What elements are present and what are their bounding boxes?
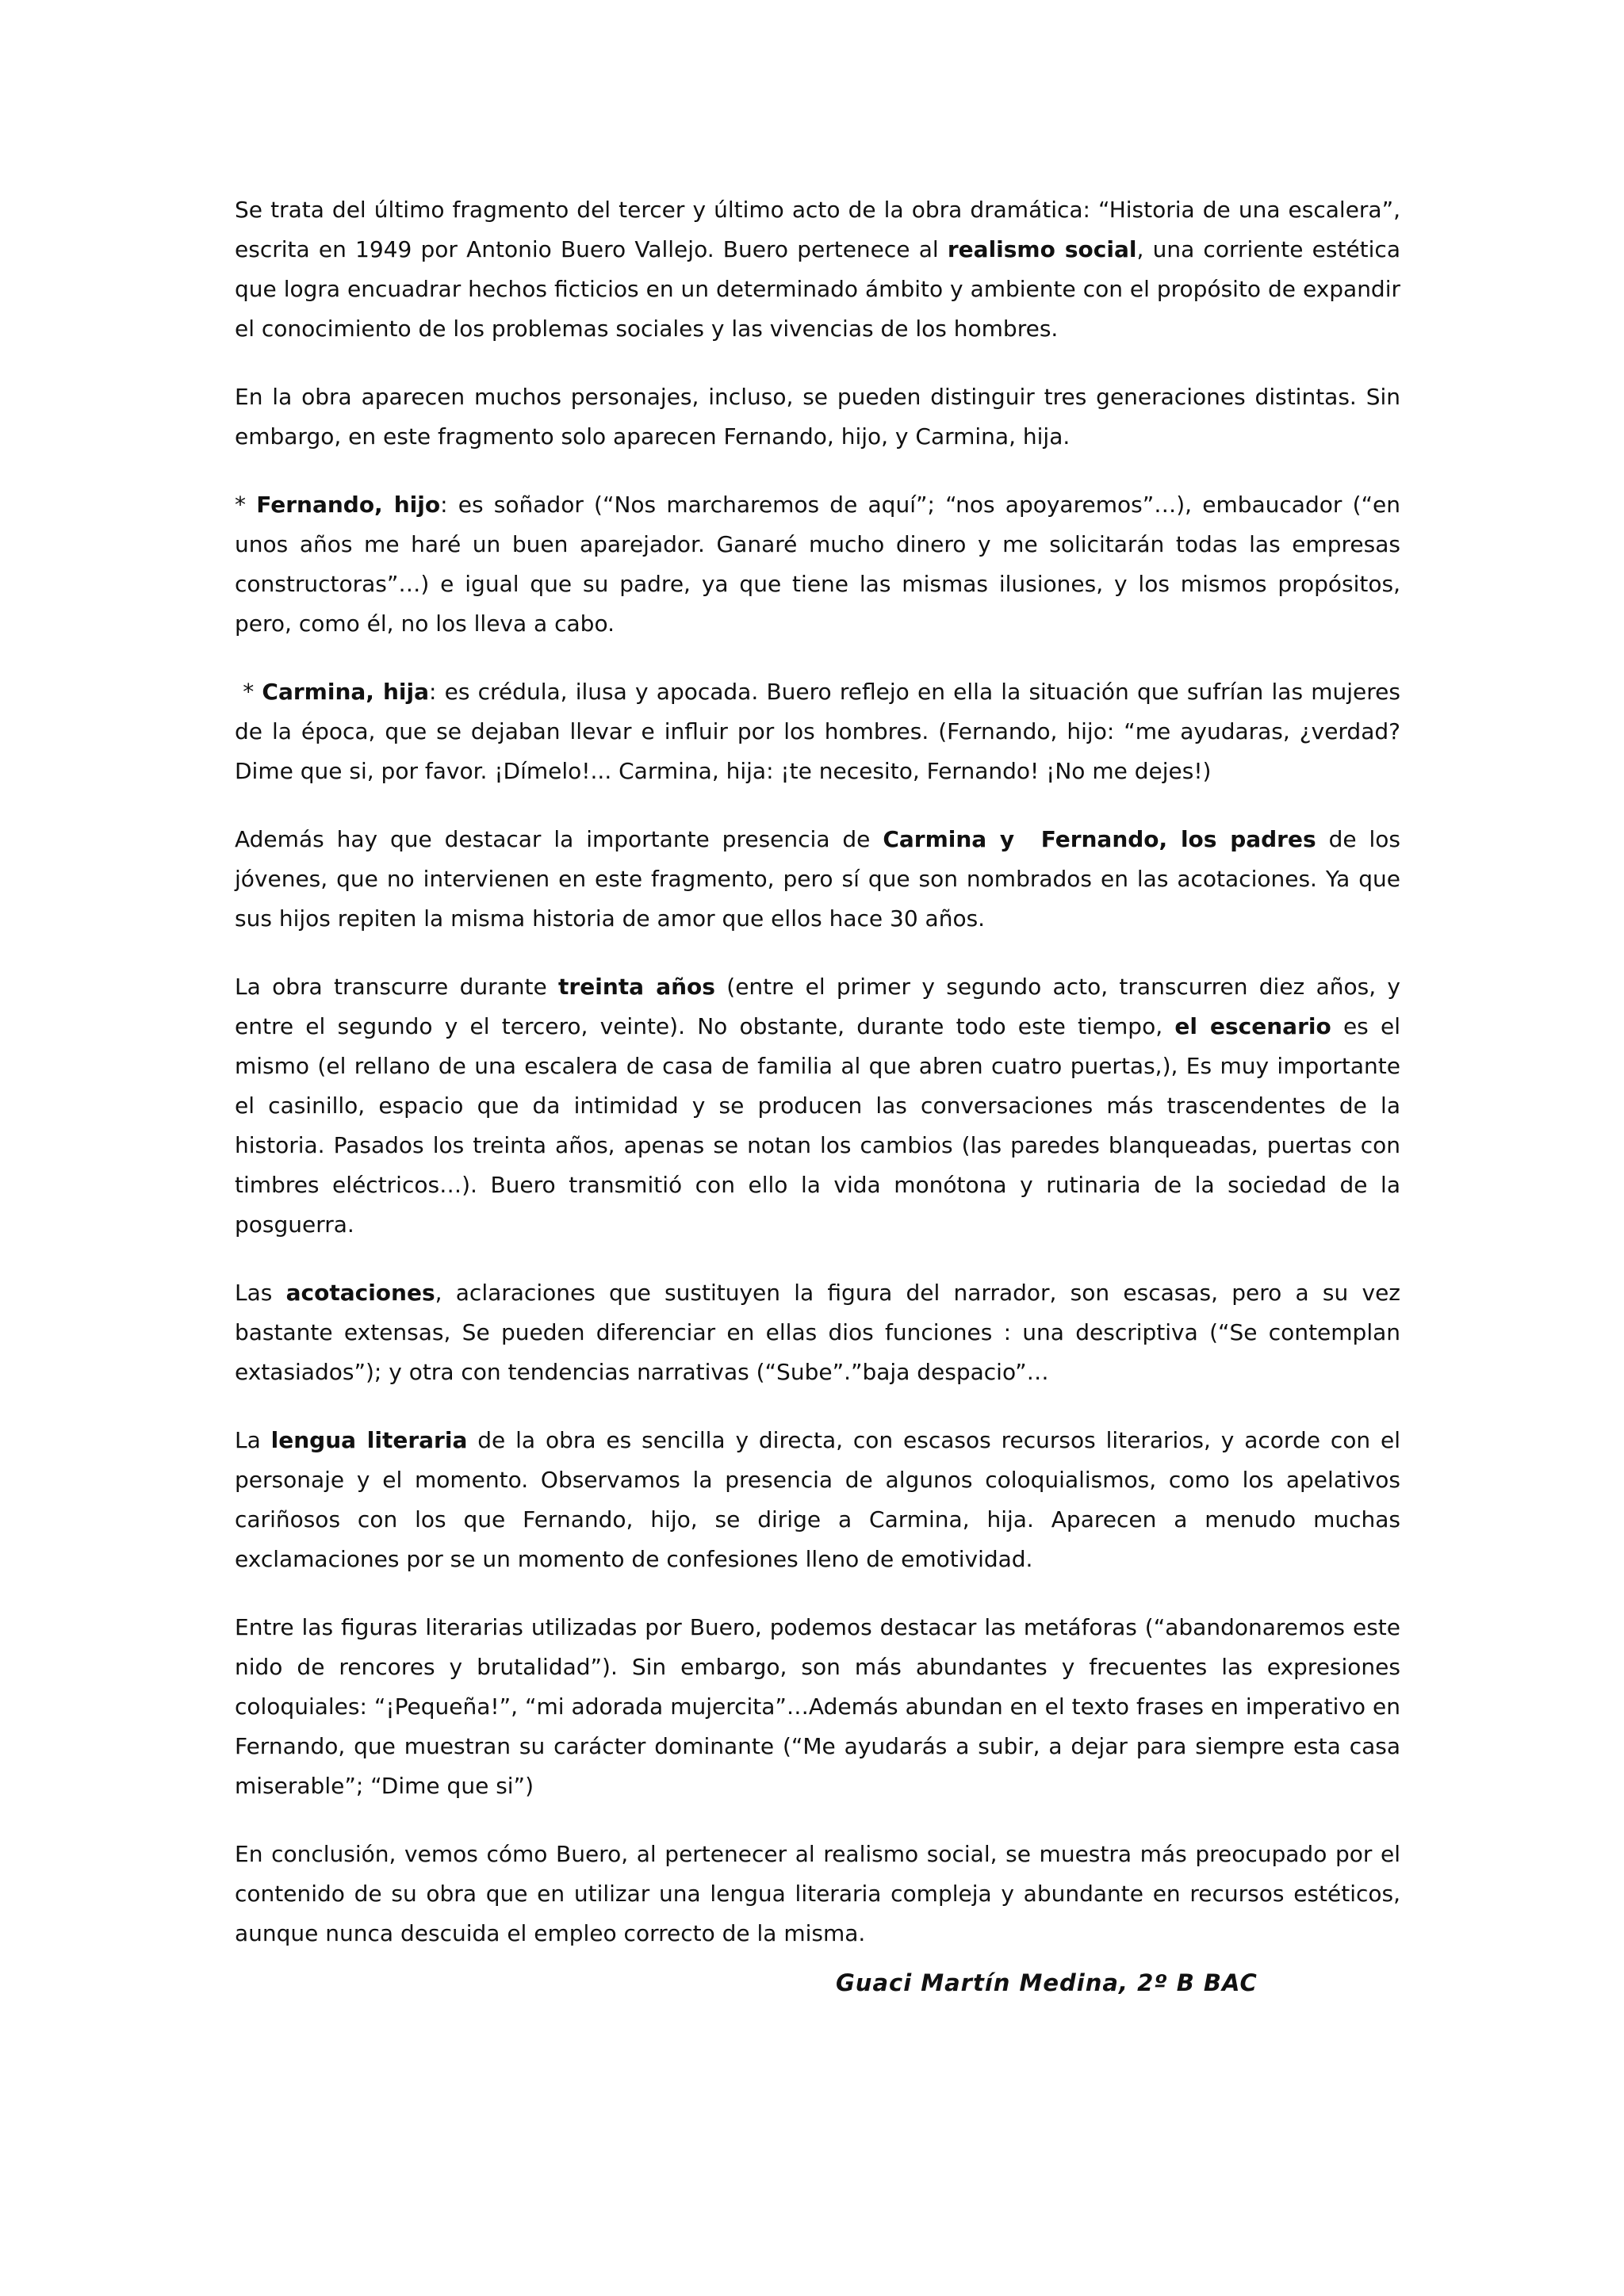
paragraph-fernando: * Fernando, hijo: es soñador (“Nos marcharemos de aquí”; “nos apoyaremos”…), embaucador (“en unos años me haré un buen aparejador. Ganaré mucho dinero y me solicitarán todas las empresas constructoras”…) e igual que su padre, ya que tiene las mismas ilusiones, y los mismos propósitos, pero, como él, no los lleva a cabo. (235, 492, 1400, 637)
paragraph-conclusion: En conclusión, vemos cómo Buero, al pertenecer al realismo social, se muestra más preocupado por el contenido de su obra que en utilizar una lengua literaria compleja y abundante en recursos estéticos, aunque nunca descuida el empleo correcto de la misma. (235, 1841, 1400, 1946)
highlight-realismo-social: realismo social (947, 236, 1137, 262)
paragraph-carmina: * Carmina, hija: es crédula, ilusa y apocada. Buero reflejo en ella la situación que sufrían las mujeres de la época, que se dejaban llevar e influir por los hombres. (Fernando, hijo: “me ayudaras, ¿verdad? Dime que si, por favor. ¡Dímelo!... Carmina, hija: ¡te necesito, Fernando! ¡No me dejes!) (235, 679, 1400, 784)
highlight-el-escenario: el escenario (1174, 1013, 1331, 1039)
highlight-acotaciones: acotaciones (285, 1280, 435, 1306)
highlight-los-padres: Carmina y Fernando, los padres (883, 826, 1316, 852)
paragraph-figuras: Entre las figuras literarias utilizadas por Buero, podemos destacar las metáforas (“abandonaremos este nido de rencores y brutalidad”). Sin embargo, son más abundantes y frecuentes las expresiones coloquiales: “¡Pequeña!”, “mi adorada mujercita”…Además abundan en el texto frases en imperativo en Fernando, que muestran su carácter dominante (“Me ayudarás a subir, a dejar para siempre esta casa miserable”; “Dime que si”) (235, 1614, 1400, 1799)
highlight-fernando-hijo: Fernando, hijo (256, 492, 441, 518)
paragraph-tiempo-espacio: La obra transcurre durante treinta años (entre el primer y segundo acto, transcurren diez años, y entre el segundo y el tercero, veinte). No obstante, durante todo este tiempo, el escenario es el mismo (el rellano de una escalera de casa de familia al que abren cuatro puertas,), Es muy importante el casinillo, espacio que da intimidad y se producen las conversaciones más trascendentes de la historia. Pasados los treinta años, apenas se notan los cambios (las paredes blanqueadas, puertas con timbres eléctricos…). Buero transmitió con ello la vida monótona y rutinaria de la sociedad de la posguerra. (235, 974, 1400, 1238)
paragraph-intro: Se trata del último fragmento del tercer y último acto de la obra dramática: “Historia de una escalera”, escrita en 1949 por Antonio Buero Vallejo. Buero pertenece al realismo social, una corriente estética que logra encuadrar hechos ficticios en un determinado ámbito y ambiente con el propósito de expandir el conocimiento de los problemas sociales y las vivencias de los hombres. (235, 197, 1400, 342)
highlight-treinta-anos: treinta años (558, 974, 715, 1000)
paragraph-lengua: La lengua literaria de la obra es sencilla y directa, con escasos recursos literarios, y acorde con el personaje y el momento. Observamos la presencia de algunos coloquialismos, como los apelativos cariñosos con los que Fernando, hijo, se dirige a Carmina, hija. Aparecen a menudo muchas exclamaciones por se un momento de confesiones lleno de emotividad. (235, 1427, 1400, 1572)
essay-body (235, 190, 1400, 1982)
paragraph-acotaciones: Las acotaciones, aclaraciones que sustituyen la figura del narrador, son escasas, pero a su vez bastante extensas, Se pueden diferenciar en ellas dios funciones : una descriptiva (“Se contemplan extasiados”); y otra con tendencias narrativas (“Sube”.”baja despacio”… (235, 1280, 1400, 1385)
author-signature: Guaci Martín Medina, 2º B BAC (836, 1969, 1258, 1996)
paragraph-padres: Además hay que destacar la importante presencia de Carmina y Fernando, los padres de los jóvenes, que no intervienen en este fragmento, pero sí que son nombrados en las acotaciones. Ya que sus hijos repiten la misma historia de amor que ellos hace 30 años. (235, 826, 1400, 932)
highlight-lengua-literaria: lengua literaria (270, 1427, 468, 1453)
highlight-carmina-hija: Carmina, hija (262, 679, 429, 705)
paragraph-personajes: En la obra aparecen muchos personajes, incluso, se pueden distinguir tres generaciones distintas. Sin embargo, en este fragmento solo aparecen Fernando, hijo, y Carmina, hija. (235, 384, 1400, 450)
